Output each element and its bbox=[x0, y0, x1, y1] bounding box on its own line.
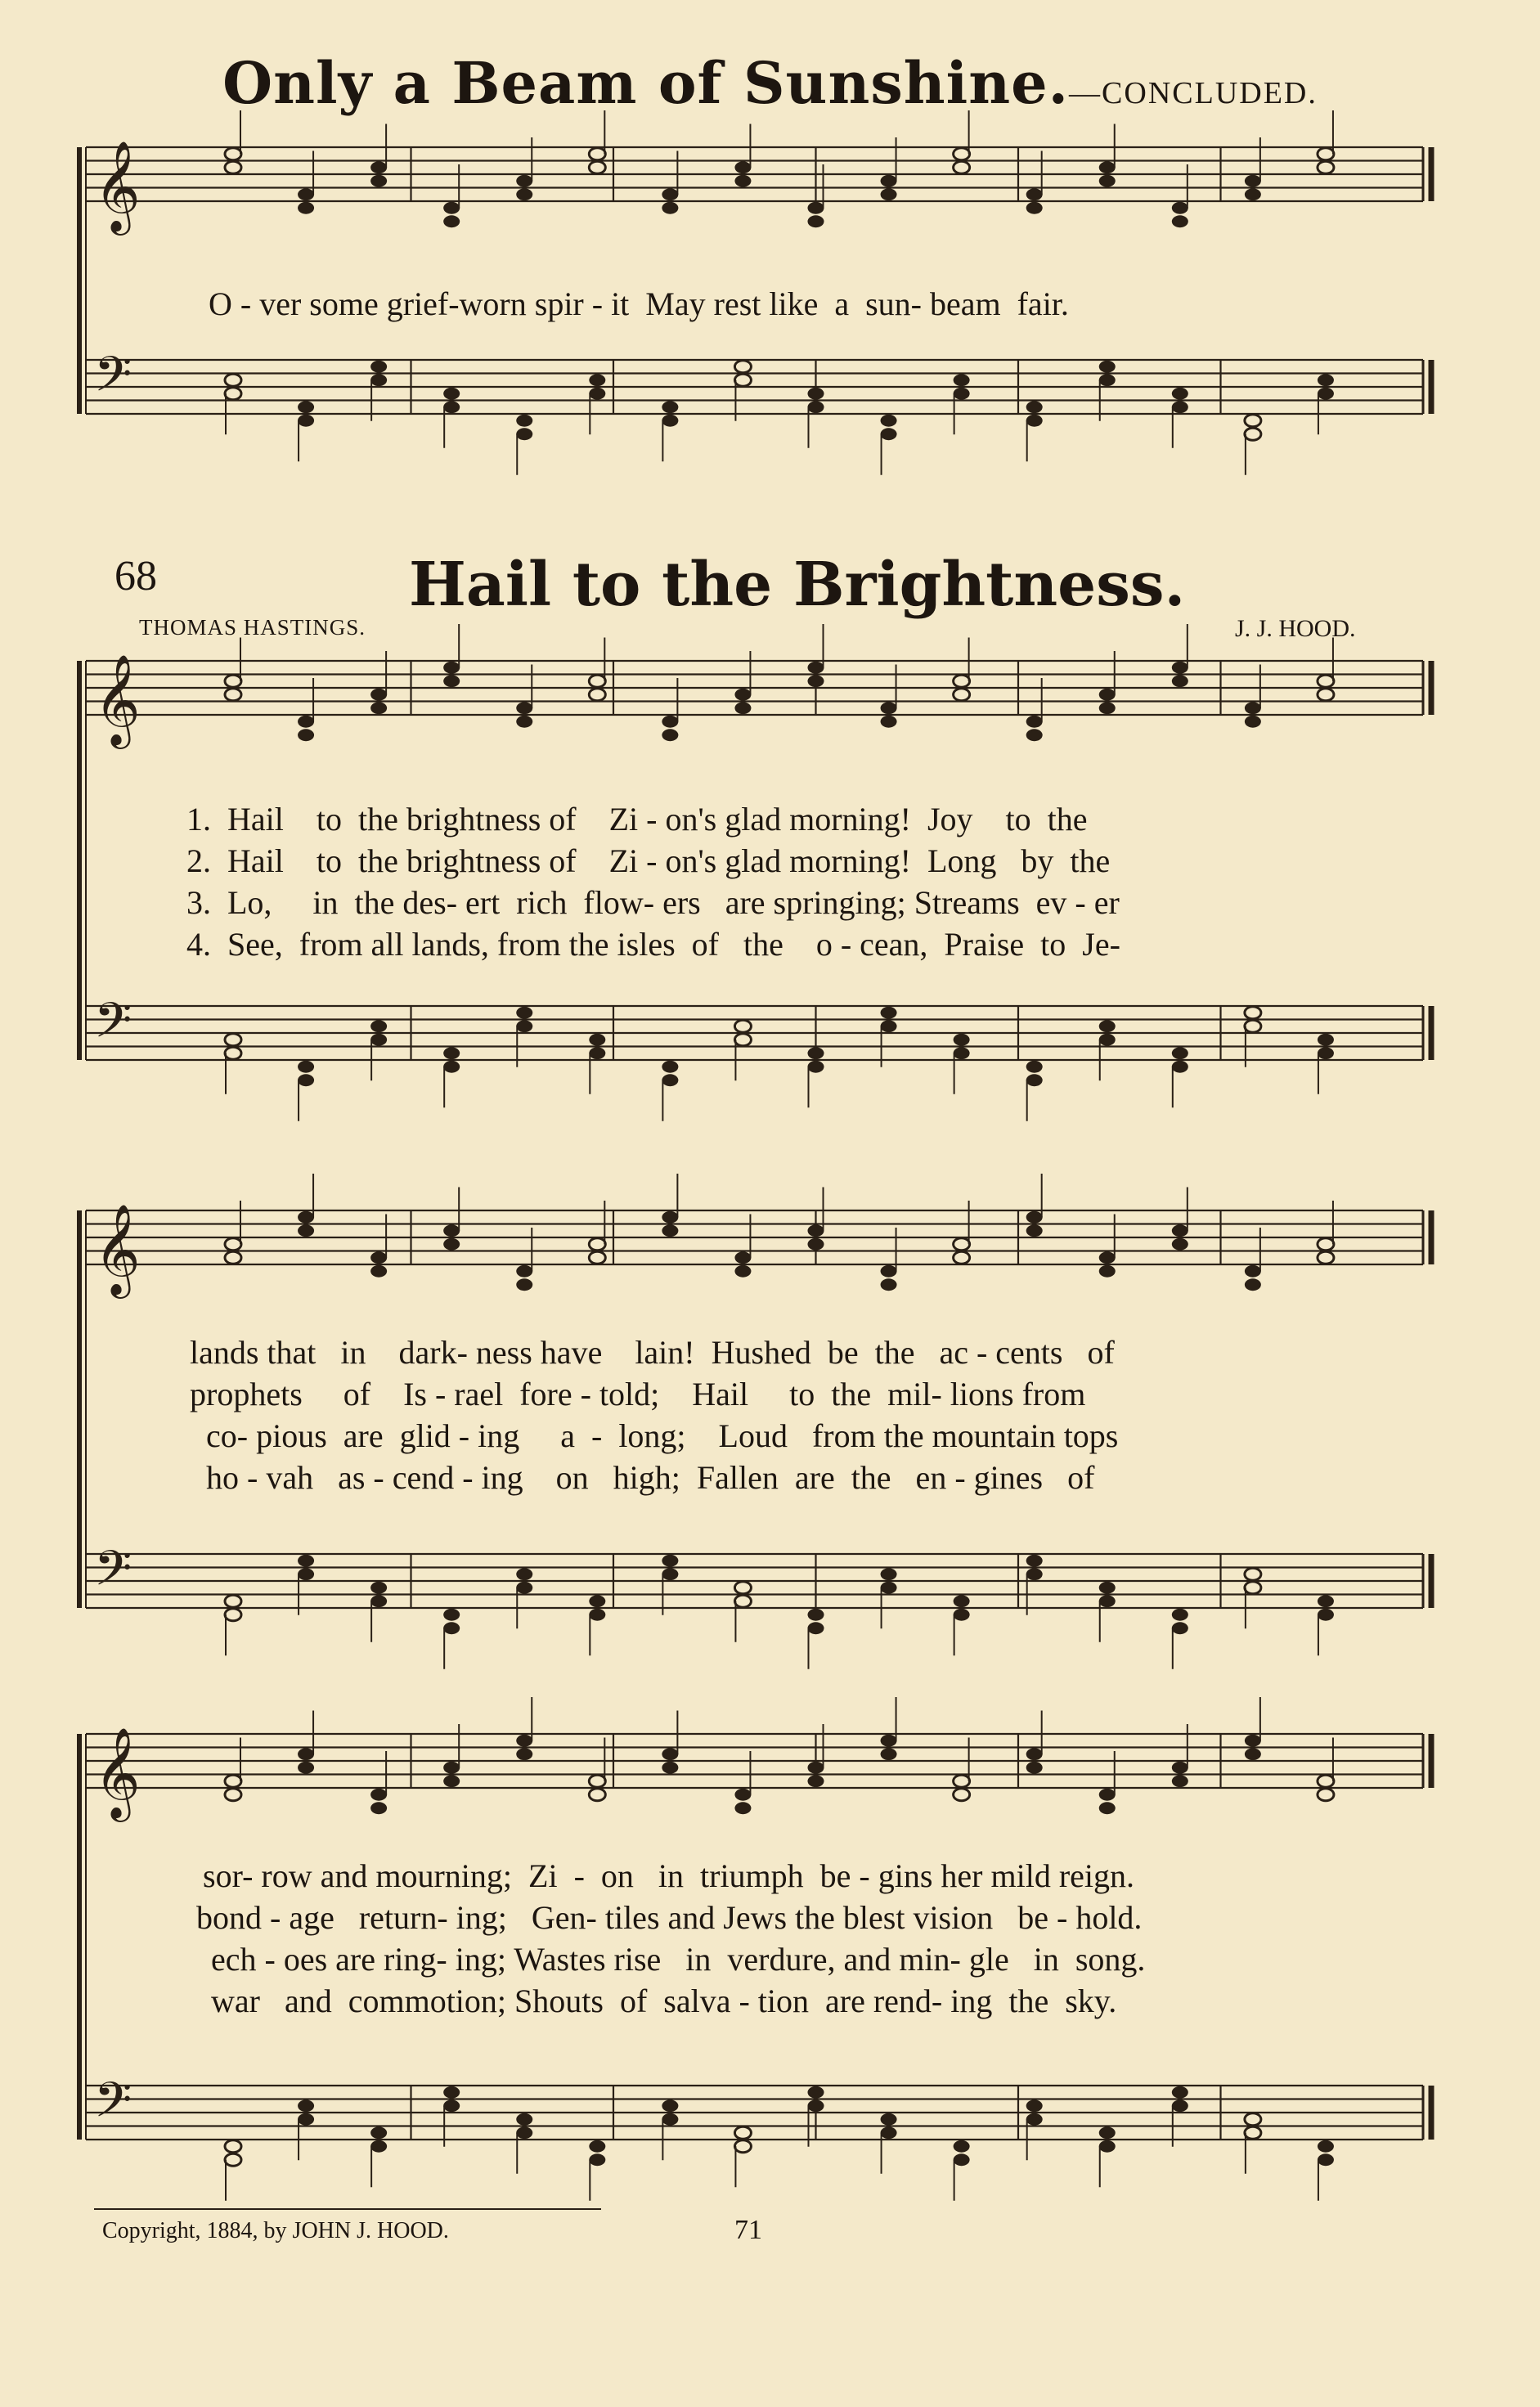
note-head bbox=[1318, 1595, 1334, 1607]
note-head bbox=[225, 1789, 241, 1801]
note-head bbox=[734, 1789, 751, 1801]
note-head bbox=[225, 1251, 241, 1264]
note-head bbox=[1245, 702, 1261, 714]
note-head bbox=[225, 374, 241, 386]
note-head bbox=[954, 2153, 970, 2166]
note-head bbox=[589, 1595, 605, 1607]
note-head bbox=[662, 1555, 678, 1567]
note-head bbox=[298, 1748, 314, 1760]
note-head bbox=[443, 1622, 460, 1634]
note-head bbox=[298, 188, 314, 200]
note-head bbox=[225, 2140, 241, 2153]
note-head bbox=[589, 161, 605, 173]
note-head bbox=[954, 1251, 970, 1264]
note-head bbox=[1172, 215, 1188, 227]
note-head bbox=[662, 716, 678, 728]
note-head bbox=[298, 1762, 314, 1774]
note-head bbox=[734, 1251, 751, 1264]
note-head bbox=[1026, 1224, 1043, 1237]
note-head bbox=[808, 215, 824, 227]
note-head bbox=[734, 374, 751, 386]
note-head bbox=[954, 2140, 970, 2153]
verse-line: 3. Lo, in the des- ert rich flow- ers are springing; Streams ev - er bbox=[186, 884, 1120, 921]
note-head bbox=[516, 1568, 532, 1580]
note-head bbox=[881, 1735, 897, 1747]
note-head bbox=[443, 2099, 460, 2112]
note-head bbox=[662, 729, 678, 741]
note-head bbox=[734, 1034, 751, 1046]
note-head bbox=[1026, 2099, 1043, 2112]
note-head bbox=[1099, 2126, 1116, 2139]
note-head bbox=[1172, 1762, 1188, 1774]
concluded-label: —CONCLUDED. bbox=[1069, 76, 1318, 110]
note-head bbox=[808, 1609, 824, 1621]
note-head bbox=[516, 1735, 532, 1747]
note-head bbox=[808, 1061, 824, 1073]
note-head bbox=[1172, 401, 1188, 413]
note-head bbox=[662, 1748, 678, 1760]
note-head bbox=[370, 161, 387, 173]
note-head bbox=[1099, 2140, 1116, 2153]
note-head bbox=[1026, 1748, 1043, 1760]
note-head bbox=[298, 1224, 314, 1237]
verse-line: war and commotion; Shouts of salva - tion are rend- ing the sky. bbox=[203, 1983, 1117, 2019]
note-head bbox=[662, 415, 678, 427]
note-head bbox=[1026, 2113, 1043, 2126]
note-head bbox=[734, 361, 751, 373]
note-head bbox=[808, 401, 824, 413]
note-head bbox=[1318, 1775, 1334, 1787]
note-head bbox=[589, 1789, 605, 1801]
note-head bbox=[516, 1582, 532, 1594]
footer-rule bbox=[94, 2208, 601, 2210]
note-head bbox=[589, 2140, 605, 2153]
note-head bbox=[1318, 148, 1334, 160]
note-head bbox=[516, 415, 532, 427]
note-head bbox=[662, 1074, 678, 1086]
treble-clef-icon: 𝄞 bbox=[94, 140, 141, 231]
note-head bbox=[516, 1007, 532, 1019]
note-head bbox=[516, 428, 532, 440]
note-head bbox=[516, 1020, 532, 1032]
verse-line: co- pious are glid - ing a - long; Loud from the mountain tops bbox=[190, 1417, 1119, 1454]
note-head bbox=[589, 1034, 605, 1046]
note-head bbox=[1026, 415, 1043, 427]
note-head bbox=[881, 1265, 897, 1278]
note-head bbox=[370, 1582, 387, 1594]
note-head bbox=[1318, 1251, 1334, 1264]
bass-clef-icon: 𝄢 bbox=[94, 991, 132, 1061]
note-head bbox=[1026, 1061, 1043, 1073]
note-head bbox=[662, 202, 678, 214]
note-head bbox=[370, 702, 387, 714]
note-head bbox=[443, 1609, 460, 1621]
note-head bbox=[370, 1020, 387, 1032]
bass-clef-icon: 𝄢 bbox=[94, 2071, 132, 2140]
note-head bbox=[225, 675, 241, 687]
note-head bbox=[516, 188, 532, 200]
note-head bbox=[881, 188, 897, 200]
note-head bbox=[734, 1595, 751, 1607]
note-head bbox=[1318, 675, 1334, 687]
note-head bbox=[443, 2086, 460, 2099]
note-head bbox=[662, 2113, 678, 2126]
note-head bbox=[1318, 388, 1334, 400]
note-head bbox=[1099, 689, 1116, 701]
note-head bbox=[1245, 1568, 1261, 1580]
treble-clef-icon: 𝄞 bbox=[94, 653, 141, 745]
note-head bbox=[370, 1595, 387, 1607]
note-head bbox=[1172, 1609, 1188, 1621]
note-head bbox=[662, 1211, 678, 1224]
note-head bbox=[589, 1251, 605, 1264]
note-head bbox=[808, 1622, 824, 1634]
note-head bbox=[1172, 202, 1188, 214]
note-head bbox=[1099, 1582, 1116, 1594]
note-head bbox=[443, 1047, 460, 1059]
bass-clef-icon: 𝄢 bbox=[94, 345, 132, 415]
note-head bbox=[298, 1568, 314, 1580]
note-head bbox=[1245, 175, 1261, 187]
note-head bbox=[1245, 716, 1261, 728]
note-head bbox=[370, 2140, 387, 2153]
note-head bbox=[1318, 1609, 1334, 1621]
note-head bbox=[1026, 1762, 1043, 1774]
note-head bbox=[443, 202, 460, 214]
note-head bbox=[298, 1211, 314, 1224]
note-head bbox=[662, 1224, 678, 1237]
note-head bbox=[1318, 689, 1334, 701]
note-head bbox=[734, 1020, 751, 1032]
note-head bbox=[1172, 1238, 1188, 1251]
note-head bbox=[734, 175, 751, 187]
note-head bbox=[370, 2126, 387, 2139]
note-head bbox=[808, 1238, 824, 1251]
section1-lyrics: O - ver some grief-worn spir - it May rest like a sun- beam fair. bbox=[209, 285, 1069, 322]
note-head bbox=[954, 161, 970, 173]
note-head bbox=[298, 2099, 314, 2112]
note-head bbox=[808, 2099, 824, 2112]
note-head bbox=[589, 2153, 605, 2166]
note-head bbox=[954, 1034, 970, 1046]
note-head bbox=[1318, 1047, 1334, 1059]
note-head bbox=[734, 2126, 751, 2139]
note-head bbox=[516, 716, 532, 728]
note-head bbox=[225, 689, 241, 701]
note-head bbox=[298, 1555, 314, 1567]
note-head bbox=[516, 702, 532, 714]
note-head bbox=[1172, 1775, 1188, 1787]
note-head bbox=[1026, 1555, 1043, 1567]
note-head bbox=[225, 1609, 241, 1621]
note-head bbox=[516, 1748, 532, 1760]
note-head bbox=[881, 2113, 897, 2126]
composer-credit: J. J. HOOD. bbox=[1235, 615, 1356, 642]
note-head bbox=[298, 2113, 314, 2126]
note-head bbox=[516, 1278, 532, 1291]
note-head bbox=[370, 374, 387, 386]
note-head bbox=[589, 148, 605, 160]
note-head bbox=[298, 415, 314, 427]
note-head bbox=[734, 702, 751, 714]
note-head bbox=[662, 1568, 678, 1580]
note-head bbox=[734, 1802, 751, 1814]
note-head bbox=[443, 662, 460, 674]
note-head bbox=[881, 1748, 897, 1760]
note-head bbox=[443, 401, 460, 413]
note-head bbox=[734, 2140, 751, 2153]
note-head bbox=[1172, 1224, 1188, 1237]
note-head bbox=[1099, 175, 1116, 187]
note-head bbox=[1245, 1582, 1261, 1594]
note-head bbox=[808, 388, 824, 400]
note-head bbox=[1099, 1595, 1116, 1607]
note-head bbox=[225, 148, 241, 160]
note-head bbox=[589, 689, 605, 701]
note-head bbox=[1245, 428, 1261, 440]
note-head bbox=[881, 1278, 897, 1291]
verse-line: lands that in dark- ness have lain! Hushed be the ac - cents of bbox=[190, 1334, 1115, 1371]
note-head bbox=[1099, 1034, 1116, 1046]
verse-line: ech - oes are ring- ing; Wastes rise in verdure, and min- gle in song. bbox=[203, 1941, 1146, 1978]
note-head bbox=[662, 401, 678, 413]
note-head bbox=[1245, 1735, 1261, 1747]
note-head bbox=[1099, 1802, 1116, 1814]
note-head bbox=[225, 1595, 241, 1607]
note-head bbox=[734, 1265, 751, 1278]
note-head bbox=[734, 1582, 751, 1594]
note-head bbox=[1318, 2153, 1334, 2166]
note-head bbox=[1026, 729, 1043, 741]
note-head bbox=[954, 1238, 970, 1251]
note-head bbox=[954, 388, 970, 400]
note-head bbox=[954, 689, 970, 701]
hymn-number: 68 bbox=[114, 553, 157, 600]
note-head bbox=[1099, 1251, 1116, 1264]
note-head bbox=[1318, 2140, 1334, 2153]
note-head bbox=[881, 428, 897, 440]
note-head bbox=[1318, 374, 1334, 386]
note-head bbox=[1245, 1007, 1261, 1019]
note-head bbox=[516, 1265, 532, 1278]
note-head bbox=[1318, 1789, 1334, 1801]
note-head bbox=[443, 1061, 460, 1073]
note-head bbox=[1099, 1265, 1116, 1278]
note-head bbox=[662, 2099, 678, 2112]
note-head bbox=[370, 1265, 387, 1278]
note-head bbox=[1245, 2126, 1261, 2139]
note-head bbox=[1245, 188, 1261, 200]
note-head bbox=[443, 675, 460, 687]
note-head bbox=[808, 1775, 824, 1787]
note-head bbox=[298, 1074, 314, 1086]
note-head bbox=[1099, 1789, 1116, 1801]
note-head bbox=[808, 1047, 824, 1059]
treble-clef-icon: 𝄞 bbox=[94, 1203, 141, 1295]
verse-line: 4. See, from all lands, from the isles of the o - cean, Praise to Je- bbox=[186, 926, 1120, 963]
note-head bbox=[589, 388, 605, 400]
note-head bbox=[1172, 662, 1188, 674]
note-head bbox=[881, 716, 897, 728]
note-head bbox=[1026, 188, 1043, 200]
note-head bbox=[1245, 1278, 1261, 1291]
note-head bbox=[1172, 388, 1188, 400]
note-head bbox=[808, 2086, 824, 2099]
note-head bbox=[516, 2126, 532, 2139]
note-head bbox=[298, 401, 314, 413]
verse-line: ho - vah as - cend - ing on high; Fallen are the en - gines of bbox=[190, 1459, 1095, 1496]
hymn-title: Hail to the Brightness. bbox=[409, 550, 1186, 620]
note-head bbox=[225, 388, 241, 400]
note-head bbox=[881, 1582, 897, 1594]
note-head bbox=[662, 1061, 678, 1073]
note-head bbox=[734, 161, 751, 173]
note-head bbox=[1172, 2086, 1188, 2099]
note-head bbox=[1026, 1568, 1043, 1580]
page-number: 71 bbox=[734, 2215, 762, 2245]
note-head bbox=[443, 1762, 460, 1774]
note-head bbox=[881, 702, 897, 714]
note-head bbox=[1245, 1265, 1261, 1278]
note-head bbox=[443, 215, 460, 227]
note-head bbox=[954, 1789, 970, 1801]
note-head bbox=[1172, 1622, 1188, 1634]
note-head bbox=[370, 1251, 387, 1264]
note-head bbox=[954, 1609, 970, 1621]
note-head bbox=[225, 1238, 241, 1251]
note-head bbox=[881, 175, 897, 187]
previous-hymn-title-text: Only a Beam of Sunshine. bbox=[222, 49, 1070, 117]
note-head bbox=[1318, 161, 1334, 173]
note-head bbox=[1099, 361, 1116, 373]
note-head bbox=[443, 1224, 460, 1237]
verse-line: sor- row and mourning; Zi - on in triumph be - gins her mild reign. bbox=[203, 1857, 1135, 1894]
note-head bbox=[1099, 374, 1116, 386]
note-head bbox=[443, 1238, 460, 1251]
note-head bbox=[1245, 415, 1261, 427]
note-head bbox=[298, 1061, 314, 1073]
treble-clef-icon: 𝄞 bbox=[94, 1727, 141, 1818]
note-head bbox=[225, 1047, 241, 1059]
note-head bbox=[298, 729, 314, 741]
note-head bbox=[954, 675, 970, 687]
note-head bbox=[1318, 1034, 1334, 1046]
note-head bbox=[808, 675, 824, 687]
note-head bbox=[1318, 1238, 1334, 1251]
note-head bbox=[516, 2113, 532, 2126]
note-head bbox=[954, 374, 970, 386]
note-head bbox=[808, 662, 824, 674]
bass-clef-icon: 𝄢 bbox=[94, 1539, 132, 1609]
note-head bbox=[1026, 1074, 1043, 1086]
note-head bbox=[370, 1802, 387, 1814]
note-head bbox=[881, 1568, 897, 1580]
note-head bbox=[225, 1775, 241, 1787]
note-head bbox=[370, 175, 387, 187]
note-head bbox=[1172, 1047, 1188, 1059]
note-head bbox=[1172, 675, 1188, 687]
note-head bbox=[1245, 1748, 1261, 1760]
note-head bbox=[370, 689, 387, 701]
verse-line: bond - age return- ing; Gen- tiles and Jews the blest vision be - hold. bbox=[196, 1899, 1143, 1936]
note-head bbox=[734, 689, 751, 701]
note-head bbox=[370, 1789, 387, 1801]
note-head bbox=[808, 1224, 824, 1237]
copyright-notice: Copyright, 1884, by JOHN J. HOOD. bbox=[102, 2218, 449, 2243]
note-head bbox=[1245, 2113, 1261, 2126]
note-head bbox=[516, 175, 532, 187]
note-head bbox=[662, 188, 678, 200]
note-head bbox=[298, 202, 314, 214]
note-head bbox=[589, 675, 605, 687]
note-head bbox=[225, 2153, 241, 2166]
note-head bbox=[443, 388, 460, 400]
note-head bbox=[954, 148, 970, 160]
note-head bbox=[881, 2126, 897, 2139]
note-head bbox=[370, 361, 387, 373]
note-head bbox=[589, 374, 605, 386]
note-head bbox=[1245, 1020, 1261, 1032]
note-head bbox=[954, 1775, 970, 1787]
verse-line: 2. Hail to the brightness of Zi - on's glad morning! Long by the bbox=[186, 842, 1111, 879]
note-head bbox=[1026, 716, 1043, 728]
note-head bbox=[1172, 2099, 1188, 2112]
note-head bbox=[589, 1775, 605, 1787]
note-head bbox=[1026, 401, 1043, 413]
note-head bbox=[1172, 1061, 1188, 1073]
note-head bbox=[808, 202, 824, 214]
note-head bbox=[298, 716, 314, 728]
verse-line: prophets of Is - rael fore - told; Hail to the mil- lions from bbox=[190, 1376, 1086, 1412]
note-head bbox=[225, 161, 241, 173]
note-head bbox=[881, 1007, 897, 1019]
note-head bbox=[1099, 161, 1116, 173]
note-head bbox=[662, 1762, 678, 1774]
note-head bbox=[1026, 202, 1043, 214]
note-head bbox=[808, 1762, 824, 1774]
note-head bbox=[1026, 1211, 1043, 1224]
note-head bbox=[589, 1238, 605, 1251]
note-head bbox=[589, 1609, 605, 1621]
note-head bbox=[1099, 1020, 1116, 1032]
note-head bbox=[881, 1020, 897, 1032]
verse-line: 1. Hail to the brightness of Zi - on's glad morning! Joy to the bbox=[186, 801, 1088, 838]
note-head bbox=[954, 1047, 970, 1059]
note-head bbox=[443, 1775, 460, 1787]
note-head bbox=[1099, 702, 1116, 714]
note-head bbox=[589, 1047, 605, 1059]
note-head bbox=[370, 1034, 387, 1046]
note-head bbox=[954, 1595, 970, 1607]
note-head bbox=[225, 1034, 241, 1046]
note-head bbox=[881, 415, 897, 427]
author-credit: THOMAS HASTINGS. bbox=[139, 615, 366, 640]
